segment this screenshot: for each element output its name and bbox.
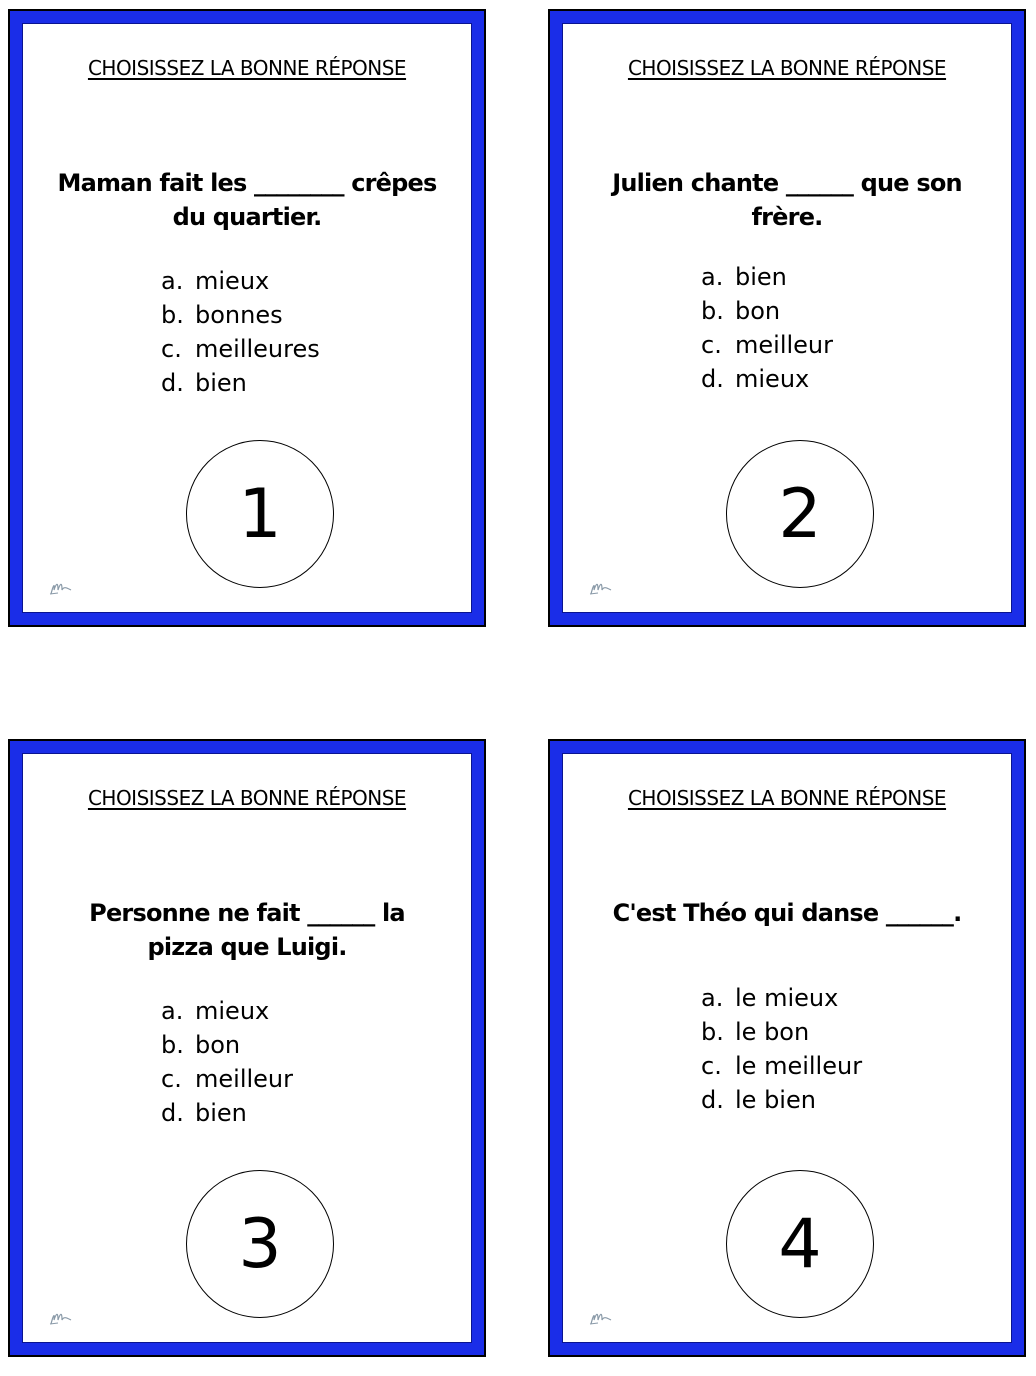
task-card-2 (548, 9, 1026, 627)
option-d: d. mieux (701, 365, 810, 393)
card-body (562, 753, 1012, 1343)
option-b: b. bon (701, 297, 781, 325)
card-number-circle: 2 (726, 440, 874, 588)
card-title: CHOISISSEZ LA BONNE RÉPONSE (87, 786, 407, 810)
option-a: a. le mieux (701, 984, 839, 1012)
option-a: a. bien (701, 263, 787, 291)
option-d: d. le bien (701, 1086, 816, 1114)
option-d: d. bien (161, 369, 247, 397)
question-text: Personne ne fait ______ la pizza que Luigi. (89, 899, 405, 961)
question-text: Maman fait les ________ crêpes du quartier. (57, 169, 437, 231)
card-title: CHOISISSEZ LA BONNE RÉPONSE (627, 56, 947, 80)
option-a: a. mieux (161, 997, 270, 1025)
option-c: c. meilleur (161, 1065, 293, 1093)
question-text: Julien chante ______ que son frère. (612, 169, 962, 231)
scribble-logo-icon (589, 1308, 613, 1326)
answer-options (701, 260, 833, 396)
option-c: c. meilleur (701, 331, 833, 359)
card-number-circle: 1 (186, 440, 334, 588)
option-b: b. le bon (701, 1018, 810, 1046)
task-card-1 (8, 9, 486, 627)
task-card-3 (8, 739, 486, 1357)
scribble-logo-icon (49, 578, 73, 596)
answer-options (701, 981, 862, 1117)
task-card-4 (548, 739, 1026, 1357)
option-c: c. meilleures (161, 335, 320, 363)
card-title: CHOISISSEZ LA BONNE RÉPONSE (87, 56, 407, 80)
scribble-logo-icon (589, 578, 613, 596)
card-number-circle: 3 (186, 1170, 334, 1318)
card-body (22, 23, 472, 613)
option-a: a. mieux (161, 267, 270, 295)
option-d: d. bien (161, 1099, 247, 1127)
answer-options (161, 264, 320, 400)
card-body (562, 23, 1012, 613)
card-number-circle: 4 (726, 1170, 874, 1318)
card-title: CHOISISSEZ LA BONNE RÉPONSE (627, 786, 947, 810)
answer-options (161, 994, 293, 1130)
scribble-logo-icon (49, 1308, 73, 1326)
option-b: b. bonnes (161, 301, 283, 329)
card-body (22, 753, 472, 1343)
question-text: C'est Théo qui danse ______. (612, 899, 962, 927)
option-b: b. bon (161, 1031, 241, 1059)
option-c: c. le meilleur (701, 1052, 863, 1080)
